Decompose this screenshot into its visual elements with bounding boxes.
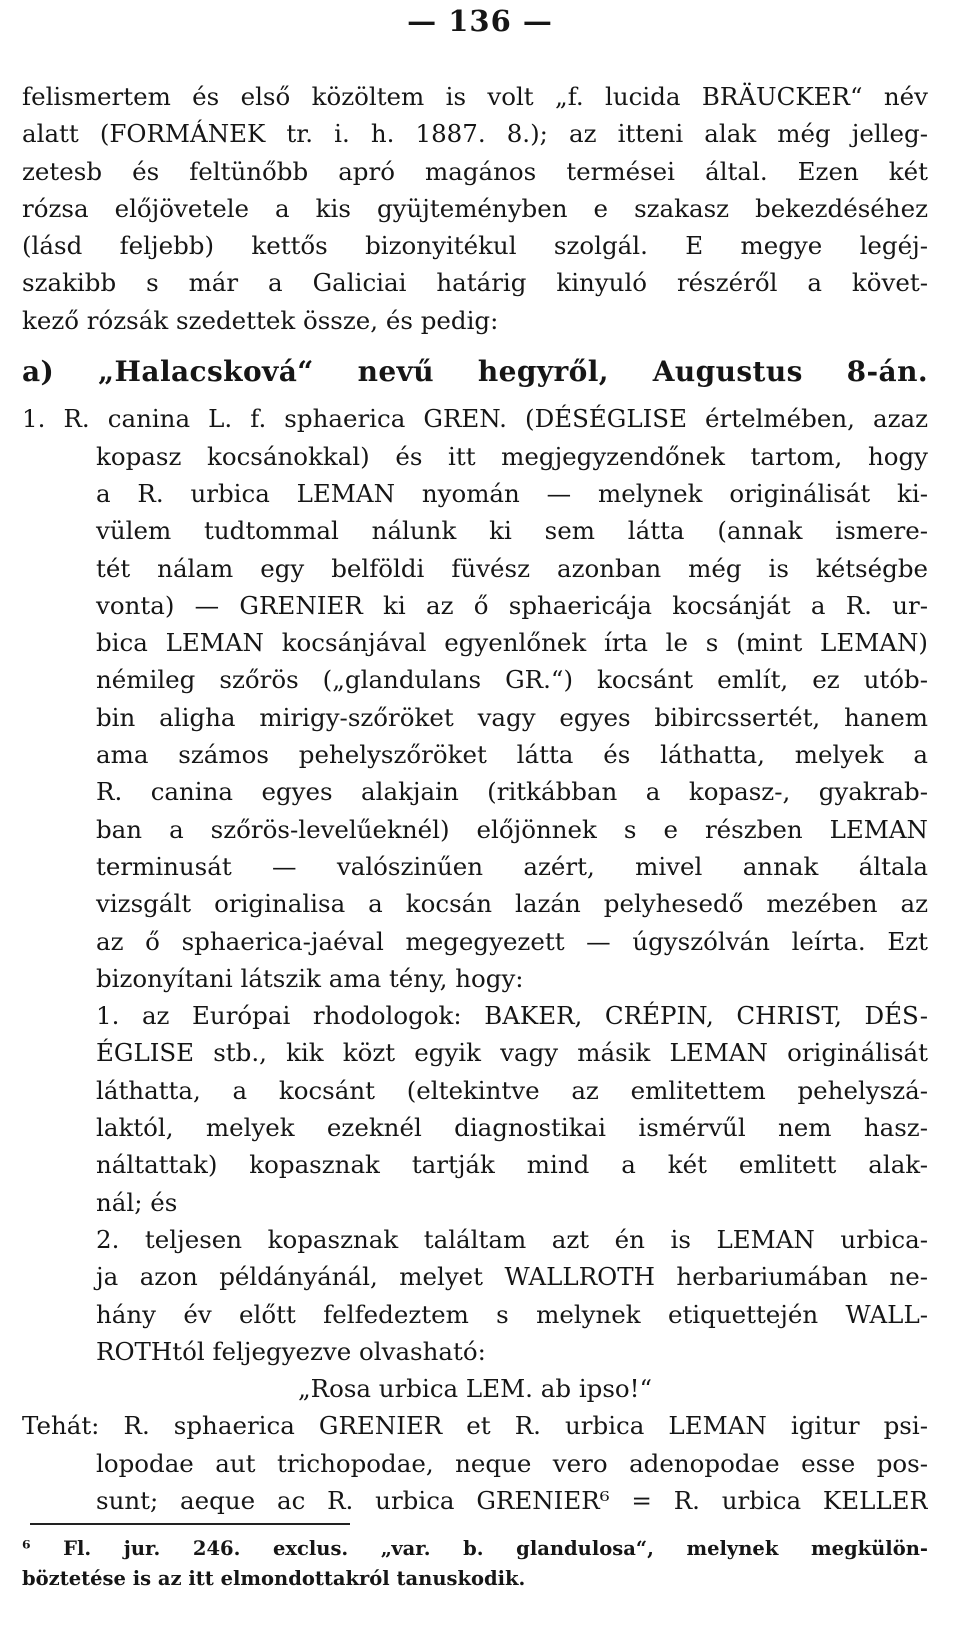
footnote-rule	[30, 1523, 350, 1525]
text-line: hány év előtt felfedeztem s melynek etiquettején WALL-	[96, 1299, 928, 1329]
text-line: rózsa előjövetele a kis gyüjteményben e szakasz bekezdéséhez	[22, 193, 928, 223]
text-line: ja azon példányánál, melyet WALLROTH herbariumában ne-	[96, 1262, 928, 1292]
text-line: vonta) — GRENIER ki az ő sphaericája kocsánját a R. ur-	[96, 590, 928, 620]
text-line: bizonyítani látszik ama tény, hogy:	[96, 963, 524, 993]
text-line: R. canina egyes alakjain (ritkábban a kopasz-, gyakrab-	[96, 777, 928, 807]
text-line: vizsgált originalisa a kocsán lazán pelyhesedő mezében az	[96, 889, 928, 919]
text-line: szakibb s már a Galiciai határig kinyuló részéről a követ-	[22, 268, 928, 298]
text-line: náltattak) kopasznak tartják mind a két emlitett alak-	[96, 1150, 928, 1180]
text-line: felismertem és első közöltem is volt „f. lucida BRÄUCKER“ név	[22, 82, 928, 111]
text-line: bin aligha mirigy-szőröket vagy egyes bibircssertét, hanem	[96, 702, 928, 732]
text-line: ban a szőrös-levelűeknél) előjönnek s e részben LEMAN	[96, 814, 928, 844]
text-line: kopasz kocsánokkal) és itt megjegyzendőnek tartom, hogy	[96, 441, 928, 471]
footnote	[22, 1534, 928, 1594]
text-line: kező rózsák szedettek össze, és pedig:	[22, 305, 499, 335]
text-line: nál; és	[96, 1187, 178, 1217]
page-number: — 136 —	[407, 4, 553, 38]
text-line: terminusát — valószinűen azért, mivel annak általa	[96, 851, 928, 881]
text-line: 2. teljesen kopasznak találtam azt én is LEMAN urbica-	[96, 1224, 928, 1254]
text-line: tét nálam egy belföldi füvész azonban még is kétségbe	[96, 553, 928, 583]
quote-line: „Rosa urbica LEM. ab ipso!“	[297, 1374, 653, 1404]
text-line: zetesb és feltünőbb apró magános termései által. Ezen két	[22, 156, 928, 186]
text-line: sunt; aeque ac R. urbica GRENIER⁶ = R. urbica KELLER	[96, 1485, 928, 1515]
text-line: Tehát: R. sphaerica GRENIER et R. urbica LEMAN igitur psi-	[22, 1411, 928, 1441]
text-line: az ő sphaerica-jaéval megegyezett — úgyszólván leírta. Ezt	[96, 926, 928, 956]
text-line: némileg szőrös („glandulans GR.“) kocsánt említ, ez utób-	[96, 665, 928, 695]
text-line: alatt (FORMÁNEK tr. i. h. 1887. 8.); az itteni alak még jelleg-	[22, 119, 928, 149]
text-line: 1. R. canina L. f. sphaerica GREN. (DÉSÉGLISE értelmében, azaz	[22, 404, 928, 434]
text-line: ROTHtól feljegyezve olvasható:	[96, 1336, 486, 1366]
footnote-line: böztetése is az itt elmondottakról tanuskodik.	[22, 1567, 526, 1590]
text-line: bica LEMAN kocsánjával egyenlőnek írta le s (mint LEMAN)	[96, 628, 928, 658]
text-line: laktól, melyek ezeknél diagnostikai ismérvűl nem hasz-	[96, 1113, 928, 1143]
text-line: láthatta, a kocsánt (eltekintve az emlitettem pehelyszá-	[96, 1075, 928, 1105]
text-line: ama számos pehelyszőröket látta és láthatta, melyek a	[96, 740, 928, 770]
text-line: vülem tudtommal nálunk ki sem látta (annak ismere-	[96, 516, 928, 546]
section-heading: a) „Halacsková“ nevű hegyről, Augustus 8-án.	[22, 355, 928, 389]
text-line: 1. az Európai rhodologok: BAKER, CRÉPIN, CHRIST, DÉS-	[96, 1001, 928, 1031]
text-line: a R. urbica LEMAN nyomán — melynek originálisát ki-	[96, 478, 928, 508]
page-body	[22, 78, 928, 1519]
text-line: lopodae aut trichopodae, neque vero adenopodae esse pos-	[96, 1448, 928, 1478]
footnote-line: ⁶ Fl. jur. 246. exclus. „var. b. glandulosa“, melynek megkülön-	[22, 1537, 928, 1560]
text-line: (lásd feljebb) kettős bizonyitékul szolgál. E megye legéj-	[22, 231, 928, 261]
text-line: ÉGLISE stb., kik közt egyik vagy másik LEMAN originálisát	[96, 1038, 928, 1068]
